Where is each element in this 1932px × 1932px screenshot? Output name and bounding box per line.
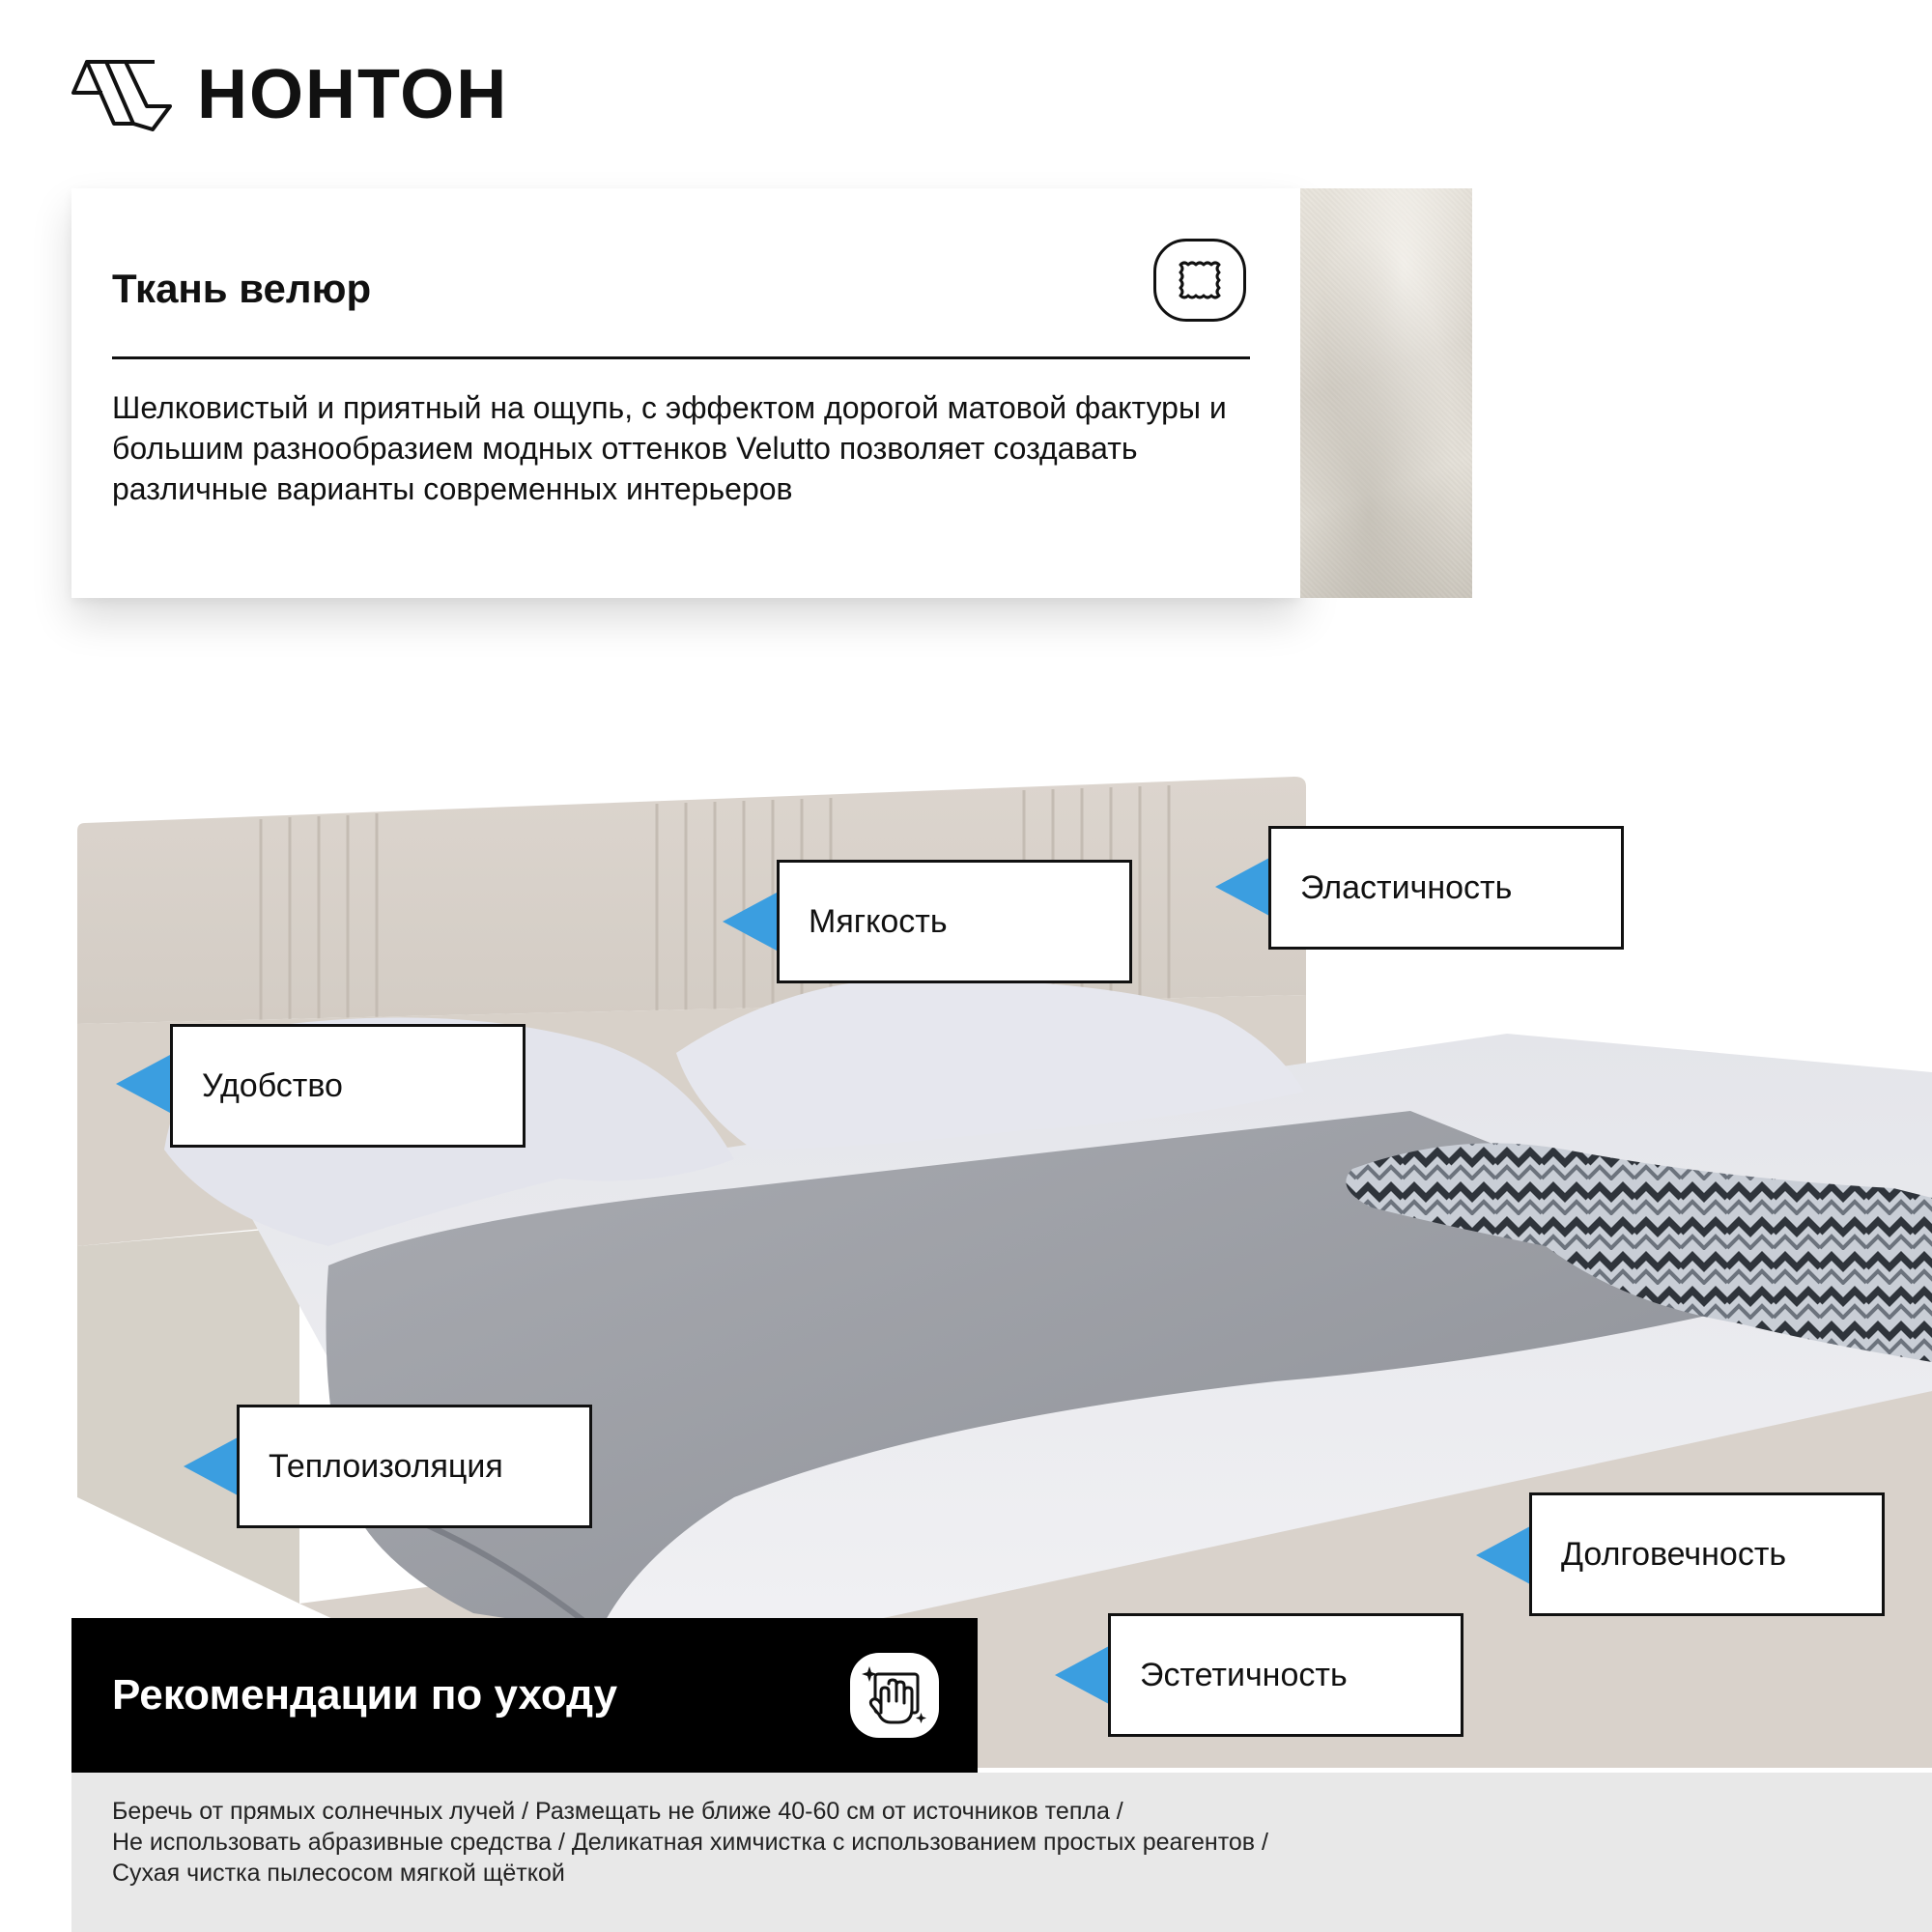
feature-callout-softness: Мягкость [777, 860, 1132, 983]
velour-swatch-photo [1300, 188, 1472, 598]
care-instructions [71, 1773, 1932, 1932]
fabric-card [71, 188, 1300, 598]
feature-callout-durability: Долговечность [1529, 1492, 1885, 1616]
care-line: Беречь от прямых солнечных лучей / Размещать не ближе 40-60 см от источников тепла / [112, 1798, 1123, 1825]
fabric-swatch-icon [1153, 239, 1246, 322]
feature-callout-elasticity: Эластичность [1268, 826, 1624, 950]
callout-arrow-icon [723, 893, 777, 951]
card-divider [112, 356, 1250, 359]
care-title: Рекомендации по уходу [112, 1671, 618, 1719]
feature-callout-comfort: Удобство [170, 1024, 526, 1148]
hand-wipe-icon [850, 1653, 939, 1738]
brand-logo [70, 56, 508, 133]
callout-arrow-icon [1055, 1646, 1109, 1704]
logo-mark-icon [70, 56, 174, 133]
brand-name: НОНТОН [197, 56, 509, 133]
fabric-title: Ткань велюр [112, 266, 372, 311]
care-header [71, 1618, 978, 1773]
feature-callout-aesthetics: Эстетичность [1108, 1613, 1463, 1737]
callout-arrow-icon [184, 1437, 238, 1495]
fabric-description: Шелковистый и приятный на ощупь, с эффектом дорогой матовой фактуры и большим разнообразием модных оттенков Velutto позволяет создавать различные варианты современных интерьеров [112, 390, 1227, 506]
callout-arrow-icon [1476, 1526, 1530, 1584]
care-text [112, 1796, 1889, 1889]
care-line: Не использовать абразивные средства / Деликатная химчистка с использованием простых реагентов / [112, 1829, 1268, 1856]
care-line: Сухая чистка пылесосом мягкой щёткой [112, 1860, 565, 1887]
feature-callout-thermal-insulation: Теплоизоляция [237, 1405, 592, 1528]
callout-arrow-icon [1215, 858, 1269, 916]
callout-arrow-icon [116, 1055, 170, 1113]
